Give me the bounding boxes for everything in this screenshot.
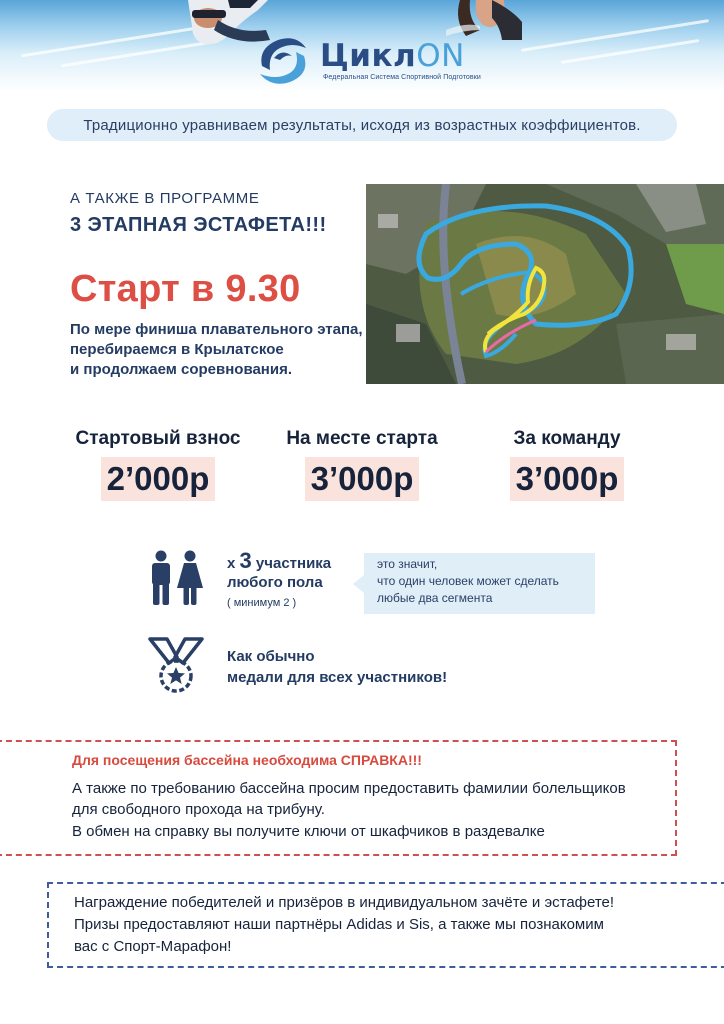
course-map-image [366,184,724,384]
fee-value-onsite: 3’000р [305,457,419,501]
man-woman-icon [147,550,205,606]
callout-line: это значит, [377,557,438,571]
fee-value-entry: 2’000р [101,457,215,501]
awards-notice-line: Награждение победителей и призёров в индивидуальном зачёте и эстафете! [74,894,615,911]
pool-notice-line: для свободного прохода на трибуну. [72,801,325,818]
transfer-line: По мере финиша плавательного этапа, [70,321,363,338]
minimum-label: ( минимум 2 ) [227,597,297,609]
awards-notice-box [47,882,724,968]
logo-wordmark: ЦиклON [320,38,465,74]
transfer-line: перебираемся в Крылатское [70,341,284,358]
transfer-note [70,320,363,380]
callout-line: любые два сегмента [377,591,493,605]
medals-note [227,646,447,688]
transfer-line: и продолжаем соревнования. [70,361,293,378]
runner-image [446,0,522,40]
awards-notice-line: Призы предоставляют наши партнёры Adidas и Sis, а также мы познакомим [74,916,604,933]
also-in-program-label: А ТАКЖЕ В ПРОГРАММЕ [70,190,260,207]
fee-label-team: За команду [513,428,621,449]
start-time-heading: Старт в 9.30 [70,268,301,310]
callout-line: что один человек может сделать [377,574,559,588]
medals-line: Как обычно [227,648,315,665]
pool-notice-title: Для посещения бассейна необходима СПРАВКА!!! [72,752,422,768]
fee-label-entry: Стартовый взнос [75,428,241,449]
header-banner [0,0,724,96]
pool-notice-box [0,740,677,856]
cyclon-logo-icon [256,36,310,86]
team-size-line: x 3 участника [227,548,332,573]
awards-notice-line: вас с Спорт-Марафон! [74,938,232,955]
fee-label-onsite: На месте старта [286,428,438,449]
relay-title: 3 ЭТАПНАЯ ЭСТАФЕТА!!! [70,214,327,236]
any-gender-label: любого пола [227,574,323,591]
segments-callout [364,553,595,614]
medals-line: медали для всех участников! [227,669,448,686]
fee-value-team: 3’000р [510,457,624,501]
intro-banner: Традиционно уравниваем результаты, исходя из возрастных коэффициентов. [47,109,677,141]
pool-notice-line: В обмен на справку вы получите ключи от шкафчиков в раздевалке [72,823,545,840]
medal-icon [147,637,205,695]
logo-tagline: Федеральная Система Спортивной Подготовки [323,74,481,81]
pool-notice-line: А также по требованию бассейна просим предоставить фамилии болельщиков [72,780,626,797]
